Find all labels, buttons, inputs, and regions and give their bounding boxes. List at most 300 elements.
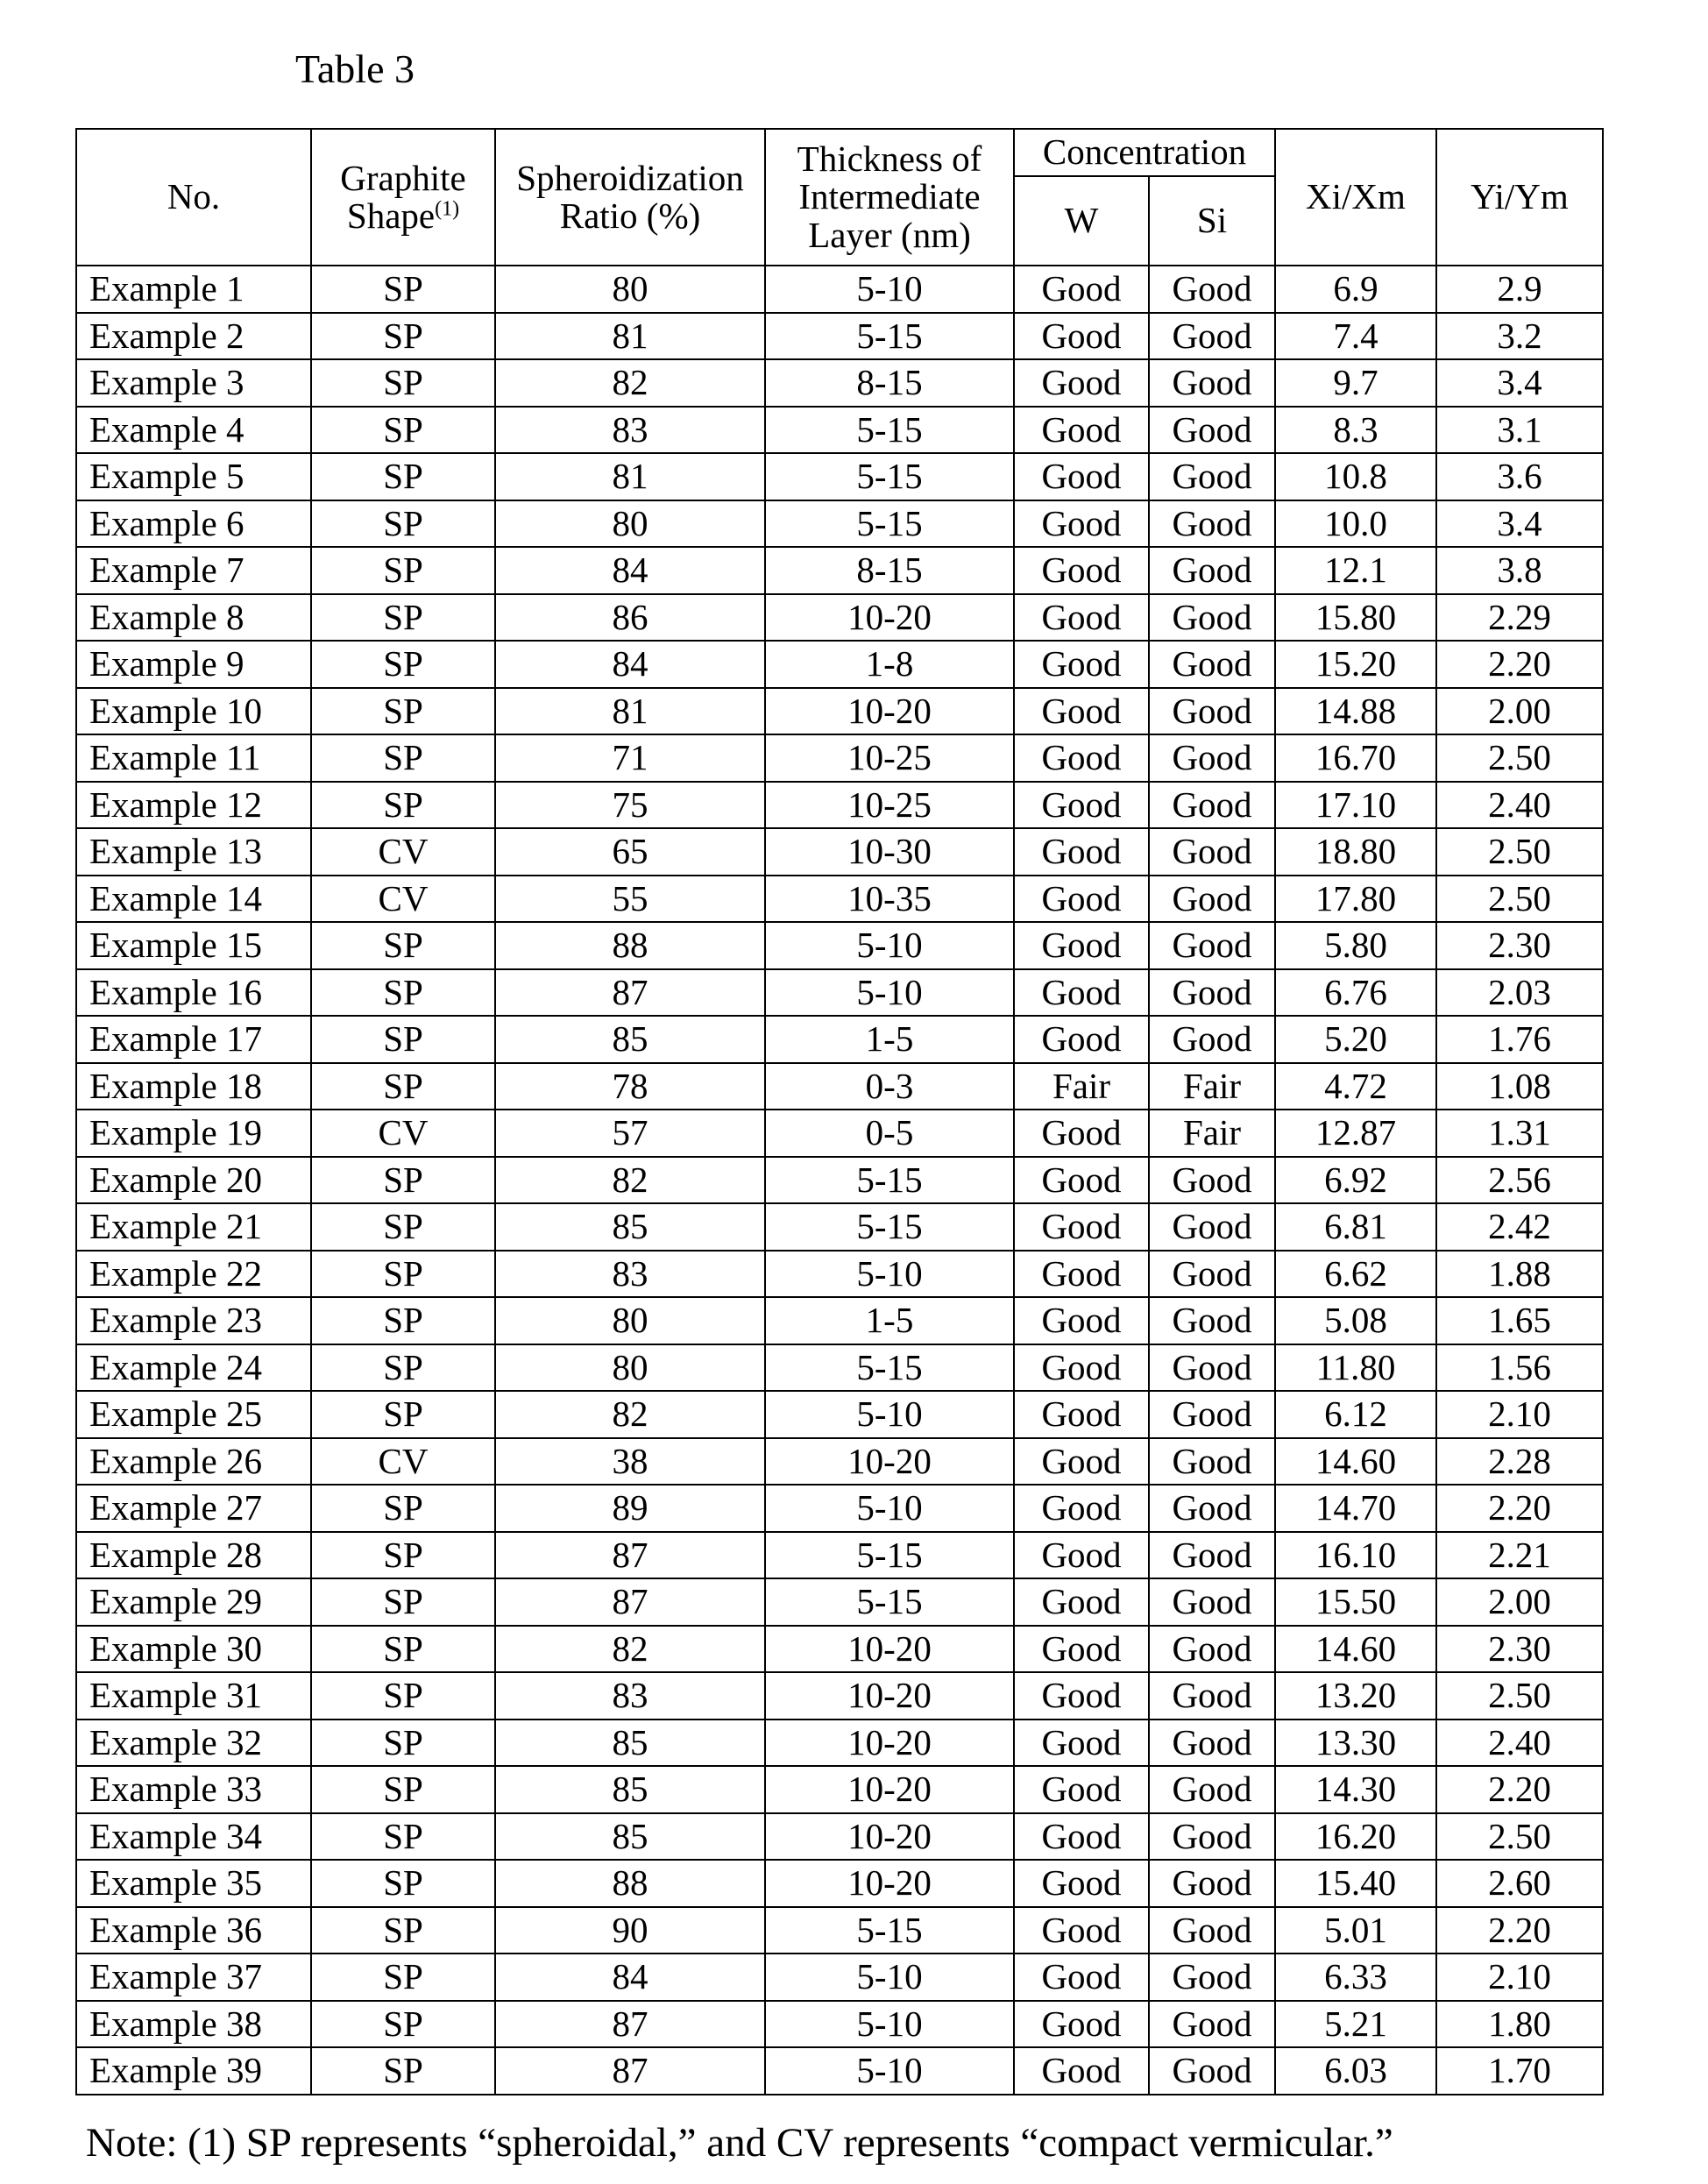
cell-no: Example 38 [76,2001,311,2048]
table-row [76,547,1603,594]
cell-yi-ym: 2.60 [1436,1860,1603,1907]
cell-thickness: 5-10 [765,969,1014,1017]
cell-yi-ym: 2.10 [1436,1954,1603,2001]
table-row [76,922,1603,969]
cell-graphite-shape: SP [311,1626,495,1673]
cell-spheroidization-ratio: 81 [495,313,765,360]
cell-yi-ym: 2.42 [1436,1203,1603,1251]
cell-spheroidization-ratio: 57 [495,1110,765,1157]
cell-no: Example 37 [76,1954,311,2001]
cell-thickness: 0-3 [765,1063,1014,1110]
cell-spheroidization-ratio: 87 [495,1578,765,1626]
cell-yi-ym: 2.50 [1436,828,1603,876]
cell-w-concentration: Good [1014,688,1149,735]
cell-thickness: 5-15 [765,1578,1014,1626]
cell-si-concentration: Good [1149,1157,1275,1204]
cell-si-concentration: Good [1149,1344,1275,1392]
table-row [76,1485,1603,1532]
table-row [76,500,1603,548]
cell-xi-xm: 15.40 [1275,1860,1436,1907]
cell-graphite-shape: SP [311,1203,495,1251]
cell-si-concentration: Good [1149,828,1275,876]
cell-w-concentration: Good [1014,1344,1149,1392]
table-row [76,1391,1603,1438]
cell-xi-xm: 17.80 [1275,876,1436,923]
table-row [76,734,1603,782]
cell-spheroidization-ratio: 87 [495,1532,765,1579]
cell-yi-ym: 2.00 [1436,1578,1603,1626]
table-title: Table 3 [295,46,415,92]
table-row [76,266,1603,313]
cell-xi-xm: 6.92 [1275,1157,1436,1204]
cell-thickness: 5-15 [765,407,1014,454]
cell-spheroidization-ratio: 83 [495,407,765,454]
table-row [76,453,1603,500]
table-row [76,1578,1603,1626]
cell-yi-ym: 3.2 [1436,313,1603,360]
header-concentration: Concentration [1014,129,1275,176]
cell-graphite-shape: CV [311,876,495,923]
cell-no: Example 23 [76,1297,311,1344]
header-thickness: Thickness of Intermediate Layer (nm) [765,129,1014,266]
cell-xi-xm: 9.7 [1275,359,1436,407]
cell-thickness: 5-15 [765,1157,1014,1204]
cell-si-concentration: Good [1149,407,1275,454]
cell-yi-ym: 1.65 [1436,1297,1603,1344]
cell-yi-ym: 1.70 [1436,2047,1603,2095]
table-row [76,1532,1603,1579]
cell-thickness: 5-15 [765,453,1014,500]
cell-thickness: 1-5 [765,1297,1014,1344]
cell-w-concentration: Good [1014,1110,1149,1157]
cell-xi-xm: 14.70 [1275,1485,1436,1532]
table-row [76,1157,1603,1204]
cell-thickness: 5-10 [765,1485,1014,1532]
table-row [76,359,1603,407]
table-row [76,1344,1603,1392]
cell-thickness: 10-35 [765,876,1014,923]
cell-xi-xm: 14.30 [1275,1766,1436,1813]
cell-graphite-shape: SP [311,594,495,642]
cell-yi-ym: 2.30 [1436,1626,1603,1673]
cell-yi-ym: 1.88 [1436,1251,1603,1298]
table-row [76,1438,1603,1486]
cell-yi-ym: 1.76 [1436,1016,1603,1063]
cell-thickness: 5-10 [765,1954,1014,2001]
cell-si-concentration: Good [1149,688,1275,735]
cell-graphite-shape: SP [311,1720,495,1767]
cell-thickness: 5-10 [765,1391,1014,1438]
cell-xi-xm: 14.60 [1275,1626,1436,1673]
cell-graphite-shape: SP [311,1532,495,1579]
cell-yi-ym: 2.29 [1436,594,1603,642]
cell-spheroidization-ratio: 55 [495,876,765,923]
cell-spheroidization-ratio: 88 [495,1860,765,1907]
cell-thickness: 10-30 [765,828,1014,876]
cell-thickness: 0-5 [765,1110,1014,1157]
cell-yi-ym: 1.08 [1436,1063,1603,1110]
cell-si-concentration: Good [1149,1251,1275,1298]
table-row [76,1016,1603,1063]
table-row [76,688,1603,735]
cell-no: Example 8 [76,594,311,642]
header-xi-xm: Xi/Xm [1275,129,1436,266]
cell-xi-xm: 11.80 [1275,1344,1436,1392]
cell-si-concentration: Good [1149,1860,1275,1907]
cell-xi-xm: 13.30 [1275,1720,1436,1767]
cell-xi-xm: 15.50 [1275,1578,1436,1626]
cell-si-concentration: Good [1149,1954,1275,2001]
cell-xi-xm: 14.60 [1275,1438,1436,1486]
cell-graphite-shape: SP [311,2047,495,2095]
cell-no: Example 9 [76,641,311,688]
cell-xi-xm: 6.12 [1275,1391,1436,1438]
table-row [76,1860,1603,1907]
cell-yi-ym: 2.50 [1436,876,1603,923]
cell-no: Example 1 [76,266,311,313]
cell-thickness: 1-8 [765,641,1014,688]
cell-xi-xm: 15.20 [1275,641,1436,688]
cell-xi-xm: 6.9 [1275,266,1436,313]
cell-xi-xm: 5.01 [1275,1907,1436,1954]
cell-si-concentration: Good [1149,1672,1275,1720]
cell-no: Example 16 [76,969,311,1017]
cell-si-concentration: Good [1149,1203,1275,1251]
cell-no: Example 13 [76,828,311,876]
table-row [76,1720,1603,1767]
cell-no: Example 22 [76,1251,311,1298]
cell-no: Example 7 [76,547,311,594]
cell-no: Example 33 [76,1766,311,1813]
cell-no: Example 11 [76,734,311,782]
cell-no: Example 12 [76,782,311,829]
table-row [76,828,1603,876]
cell-no: Example 34 [76,1813,311,1861]
cell-w-concentration: Good [1014,2001,1149,2048]
cell-graphite-shape: SP [311,922,495,969]
cell-xi-xm: 6.81 [1275,1203,1436,1251]
results-table [75,128,1604,2095]
table-row [76,1203,1603,1251]
cell-spheroidization-ratio: 85 [495,1766,765,1813]
cell-no: Example 31 [76,1672,311,1720]
cell-graphite-shape: SP [311,1813,495,1861]
cell-no: Example 21 [76,1203,311,1251]
cell-si-concentration: Good [1149,1907,1275,1954]
cell-thickness: 10-20 [765,1672,1014,1720]
cell-w-concentration: Good [1014,359,1149,407]
cell-si-concentration: Good [1149,876,1275,923]
cell-yi-ym: 2.30 [1436,922,1603,969]
cell-graphite-shape: SP [311,313,495,360]
cell-thickness: 1-5 [765,1016,1014,1063]
cell-graphite-shape: SP [311,734,495,782]
cell-no: Example 4 [76,407,311,454]
cell-spheroidization-ratio: 84 [495,547,765,594]
cell-w-concentration: Good [1014,313,1149,360]
cell-w-concentration: Good [1014,500,1149,548]
cell-si-concentration: Good [1149,2047,1275,2095]
cell-thickness: 10-20 [765,1860,1014,1907]
cell-thickness: 5-15 [765,1203,1014,1251]
cell-thickness: 10-20 [765,1626,1014,1673]
cell-graphite-shape: SP [311,688,495,735]
cell-spheroidization-ratio: 81 [495,453,765,500]
cell-w-concentration: Good [1014,2047,1149,2095]
cell-graphite-shape: SP [311,641,495,688]
cell-no: Example 30 [76,1626,311,1673]
cell-yi-ym: 2.40 [1436,1720,1603,1767]
cell-spheroidization-ratio: 86 [495,594,765,642]
header-w: W [1014,176,1149,266]
cell-graphite-shape: SP [311,266,495,313]
cell-spheroidization-ratio: 82 [495,359,765,407]
cell-graphite-shape: SP [311,969,495,1017]
header-graphite-shape [311,129,495,266]
cell-yi-ym: 1.31 [1436,1110,1603,1157]
cell-spheroidization-ratio: 80 [495,500,765,548]
cell-spheroidization-ratio: 87 [495,2047,765,2095]
cell-w-concentration: Fair [1014,1063,1149,1110]
cell-no: Example 32 [76,1720,311,1767]
cell-w-concentration: Good [1014,782,1149,829]
cell-si-concentration: Good [1149,1766,1275,1813]
cell-spheroidization-ratio: 65 [495,828,765,876]
cell-spheroidization-ratio: 81 [495,688,765,735]
cell-graphite-shape: SP [311,1391,495,1438]
cell-si-concentration: Good [1149,1813,1275,1861]
cell-spheroidization-ratio: 80 [495,1297,765,1344]
table-row [76,1813,1603,1861]
cell-spheroidization-ratio: 75 [495,782,765,829]
cell-thickness: 8-15 [765,359,1014,407]
table-row [76,313,1603,360]
cell-no: Example 29 [76,1578,311,1626]
cell-si-concentration: Good [1149,500,1275,548]
cell-no: Example 6 [76,500,311,548]
cell-thickness: 10-20 [765,1438,1014,1486]
cell-thickness: 5-15 [765,1344,1014,1392]
cell-w-concentration: Good [1014,1297,1149,1344]
cell-graphite-shape: SP [311,1297,495,1344]
cell-xi-xm: 16.20 [1275,1813,1436,1861]
cell-graphite-shape: SP [311,1766,495,1813]
cell-si-concentration: Good [1149,453,1275,500]
cell-spheroidization-ratio: 80 [495,266,765,313]
cell-graphite-shape: SP [311,782,495,829]
cell-graphite-shape: SP [311,500,495,548]
cell-thickness: 5-10 [765,2001,1014,2048]
cell-yi-ym: 2.03 [1436,969,1603,1017]
cell-si-concentration: Good [1149,641,1275,688]
cell-si-concentration: Good [1149,1016,1275,1063]
cell-no: Example 27 [76,1485,311,1532]
cell-si-concentration: Good [1149,594,1275,642]
cell-si-concentration: Good [1149,922,1275,969]
cell-si-concentration: Good [1149,547,1275,594]
cell-spheroidization-ratio: 82 [495,1626,765,1673]
cell-w-concentration: Good [1014,1626,1149,1673]
table-row [76,641,1603,688]
cell-xi-xm: 16.70 [1275,734,1436,782]
header-spheroidization: Spheroidization Ratio (%) [495,129,765,266]
cell-no: Example 36 [76,1907,311,1954]
cell-thickness: 5-15 [765,500,1014,548]
cell-graphite-shape: SP [311,1157,495,1204]
cell-si-concentration: Good [1149,1578,1275,1626]
cell-si-concentration: Good [1149,782,1275,829]
cell-graphite-shape: SP [311,1907,495,1954]
cell-spheroidization-ratio: 85 [495,1813,765,1861]
table-row [76,782,1603,829]
cell-xi-xm: 14.88 [1275,688,1436,735]
cell-no: Example 17 [76,1016,311,1063]
cell-yi-ym: 3.1 [1436,407,1603,454]
table-row [76,969,1603,1017]
cell-spheroidization-ratio: 82 [495,1391,765,1438]
cell-w-concentration: Good [1014,1485,1149,1532]
cell-w-concentration: Good [1014,453,1149,500]
cell-yi-ym: 2.20 [1436,1766,1603,1813]
cell-spheroidization-ratio: 87 [495,2001,765,2048]
cell-si-concentration: Good [1149,266,1275,313]
cell-w-concentration: Good [1014,547,1149,594]
cell-no: Example 20 [76,1157,311,1204]
cell-thickness: 5-10 [765,1251,1014,1298]
cell-w-concentration: Good [1014,594,1149,642]
cell-yi-ym: 3.4 [1436,500,1603,548]
table-row [76,876,1603,923]
cell-thickness: 10-25 [765,734,1014,782]
cell-graphite-shape: SP [311,1063,495,1110]
cell-w-concentration: Good [1014,876,1149,923]
cell-si-concentration: Good [1149,359,1275,407]
cell-si-concentration: Good [1149,969,1275,1017]
cell-xi-xm: 12.1 [1275,547,1436,594]
cell-yi-ym: 2.20 [1436,1485,1603,1532]
cell-thickness: 5-10 [765,266,1014,313]
cell-no: Example 39 [76,2047,311,2095]
cell-yi-ym: 2.9 [1436,266,1603,313]
cell-no: Example 5 [76,453,311,500]
table-row [76,1297,1603,1344]
cell-yi-ym: 2.20 [1436,641,1603,688]
cell-yi-ym: 2.50 [1436,1813,1603,1861]
cell-xi-xm: 8.3 [1275,407,1436,454]
cell-graphite-shape: CV [311,1110,495,1157]
table-row [76,1954,1603,2001]
cell-graphite-shape: SP [311,1578,495,1626]
cell-w-concentration: Good [1014,407,1149,454]
cell-xi-xm: 5.80 [1275,922,1436,969]
cell-no: Example 3 [76,359,311,407]
cell-no: Example 2 [76,313,311,360]
footnote-marker: (1) [435,197,459,220]
cell-si-concentration: Good [1149,1391,1275,1438]
cell-yi-ym: 2.40 [1436,782,1603,829]
cell-graphite-shape: SP [311,1954,495,2001]
cell-spheroidization-ratio: 90 [495,1907,765,1954]
cell-graphite-shape: SP [311,1485,495,1532]
cell-si-concentration: Good [1149,1720,1275,1767]
cell-xi-xm: 7.4 [1275,313,1436,360]
cell-thickness: 10-20 [765,594,1014,642]
cell-spheroidization-ratio: 85 [495,1203,765,1251]
cell-si-concentration: Good [1149,1297,1275,1344]
cell-spheroidization-ratio: 82 [495,1157,765,1204]
cell-no: Example 24 [76,1344,311,1392]
cell-no: Example 28 [76,1532,311,1579]
cell-no: Example 18 [76,1063,311,1110]
cell-spheroidization-ratio: 78 [495,1063,765,1110]
cell-xi-xm: 15.80 [1275,594,1436,642]
cell-thickness: 5-15 [765,1532,1014,1579]
cell-yi-ym: 2.28 [1436,1438,1603,1486]
cell-w-concentration: Good [1014,641,1149,688]
cell-spheroidization-ratio: 89 [495,1485,765,1532]
cell-si-concentration: Good [1149,2001,1275,2048]
cell-xi-xm: 5.08 [1275,1297,1436,1344]
table-row [76,407,1603,454]
cell-yi-ym: 3.8 [1436,547,1603,594]
cell-thickness: 10-20 [765,1720,1014,1767]
cell-no: Example 35 [76,1860,311,1907]
cell-graphite-shape: SP [311,1016,495,1063]
cell-no: Example 15 [76,922,311,969]
cell-w-concentration: Good [1014,1016,1149,1063]
cell-w-concentration: Good [1014,828,1149,876]
cell-xi-xm: 6.76 [1275,969,1436,1017]
cell-w-concentration: Good [1014,1860,1149,1907]
cell-spheroidization-ratio: 80 [495,1344,765,1392]
cell-w-concentration: Good [1014,1907,1149,1954]
cell-no: Example 26 [76,1438,311,1486]
cell-thickness: 10-25 [765,782,1014,829]
cell-w-concentration: Good [1014,1813,1149,1861]
cell-spheroidization-ratio: 71 [495,734,765,782]
cell-spheroidization-ratio: 84 [495,1954,765,2001]
cell-yi-ym: 1.56 [1436,1344,1603,1392]
cell-graphite-shape: CV [311,828,495,876]
cell-thickness: 8-15 [765,547,1014,594]
cell-w-concentration: Good [1014,1438,1149,1486]
header-yi-ym: Yi/Ym [1436,129,1603,266]
cell-xi-xm: 5.21 [1275,2001,1436,2048]
cell-xi-xm: 18.80 [1275,828,1436,876]
cell-w-concentration: Good [1014,1578,1149,1626]
cell-si-concentration: Fair [1149,1063,1275,1110]
cell-w-concentration: Good [1014,1766,1149,1813]
table-row [76,1110,1603,1157]
cell-spheroidization-ratio: 85 [495,1016,765,1063]
cell-xi-xm: 5.20 [1275,1016,1436,1063]
cell-thickness: 5-15 [765,1907,1014,1954]
cell-w-concentration: Good [1014,1203,1149,1251]
header-graphite-shape-label: Graphite Shape [340,158,465,236]
cell-w-concentration: Good [1014,1532,1149,1579]
cell-no: Example 25 [76,1391,311,1438]
cell-yi-ym: 2.20 [1436,1907,1603,1954]
table-row [76,2001,1603,2048]
table-row [76,1672,1603,1720]
cell-thickness: 5-15 [765,313,1014,360]
cell-si-concentration: Good [1149,1438,1275,1486]
cell-xi-xm: 13.20 [1275,1672,1436,1720]
cell-xi-xm: 16.10 [1275,1532,1436,1579]
cell-graphite-shape: SP [311,547,495,594]
header-no: No. [76,129,311,266]
cell-graphite-shape: SP [311,2001,495,2048]
